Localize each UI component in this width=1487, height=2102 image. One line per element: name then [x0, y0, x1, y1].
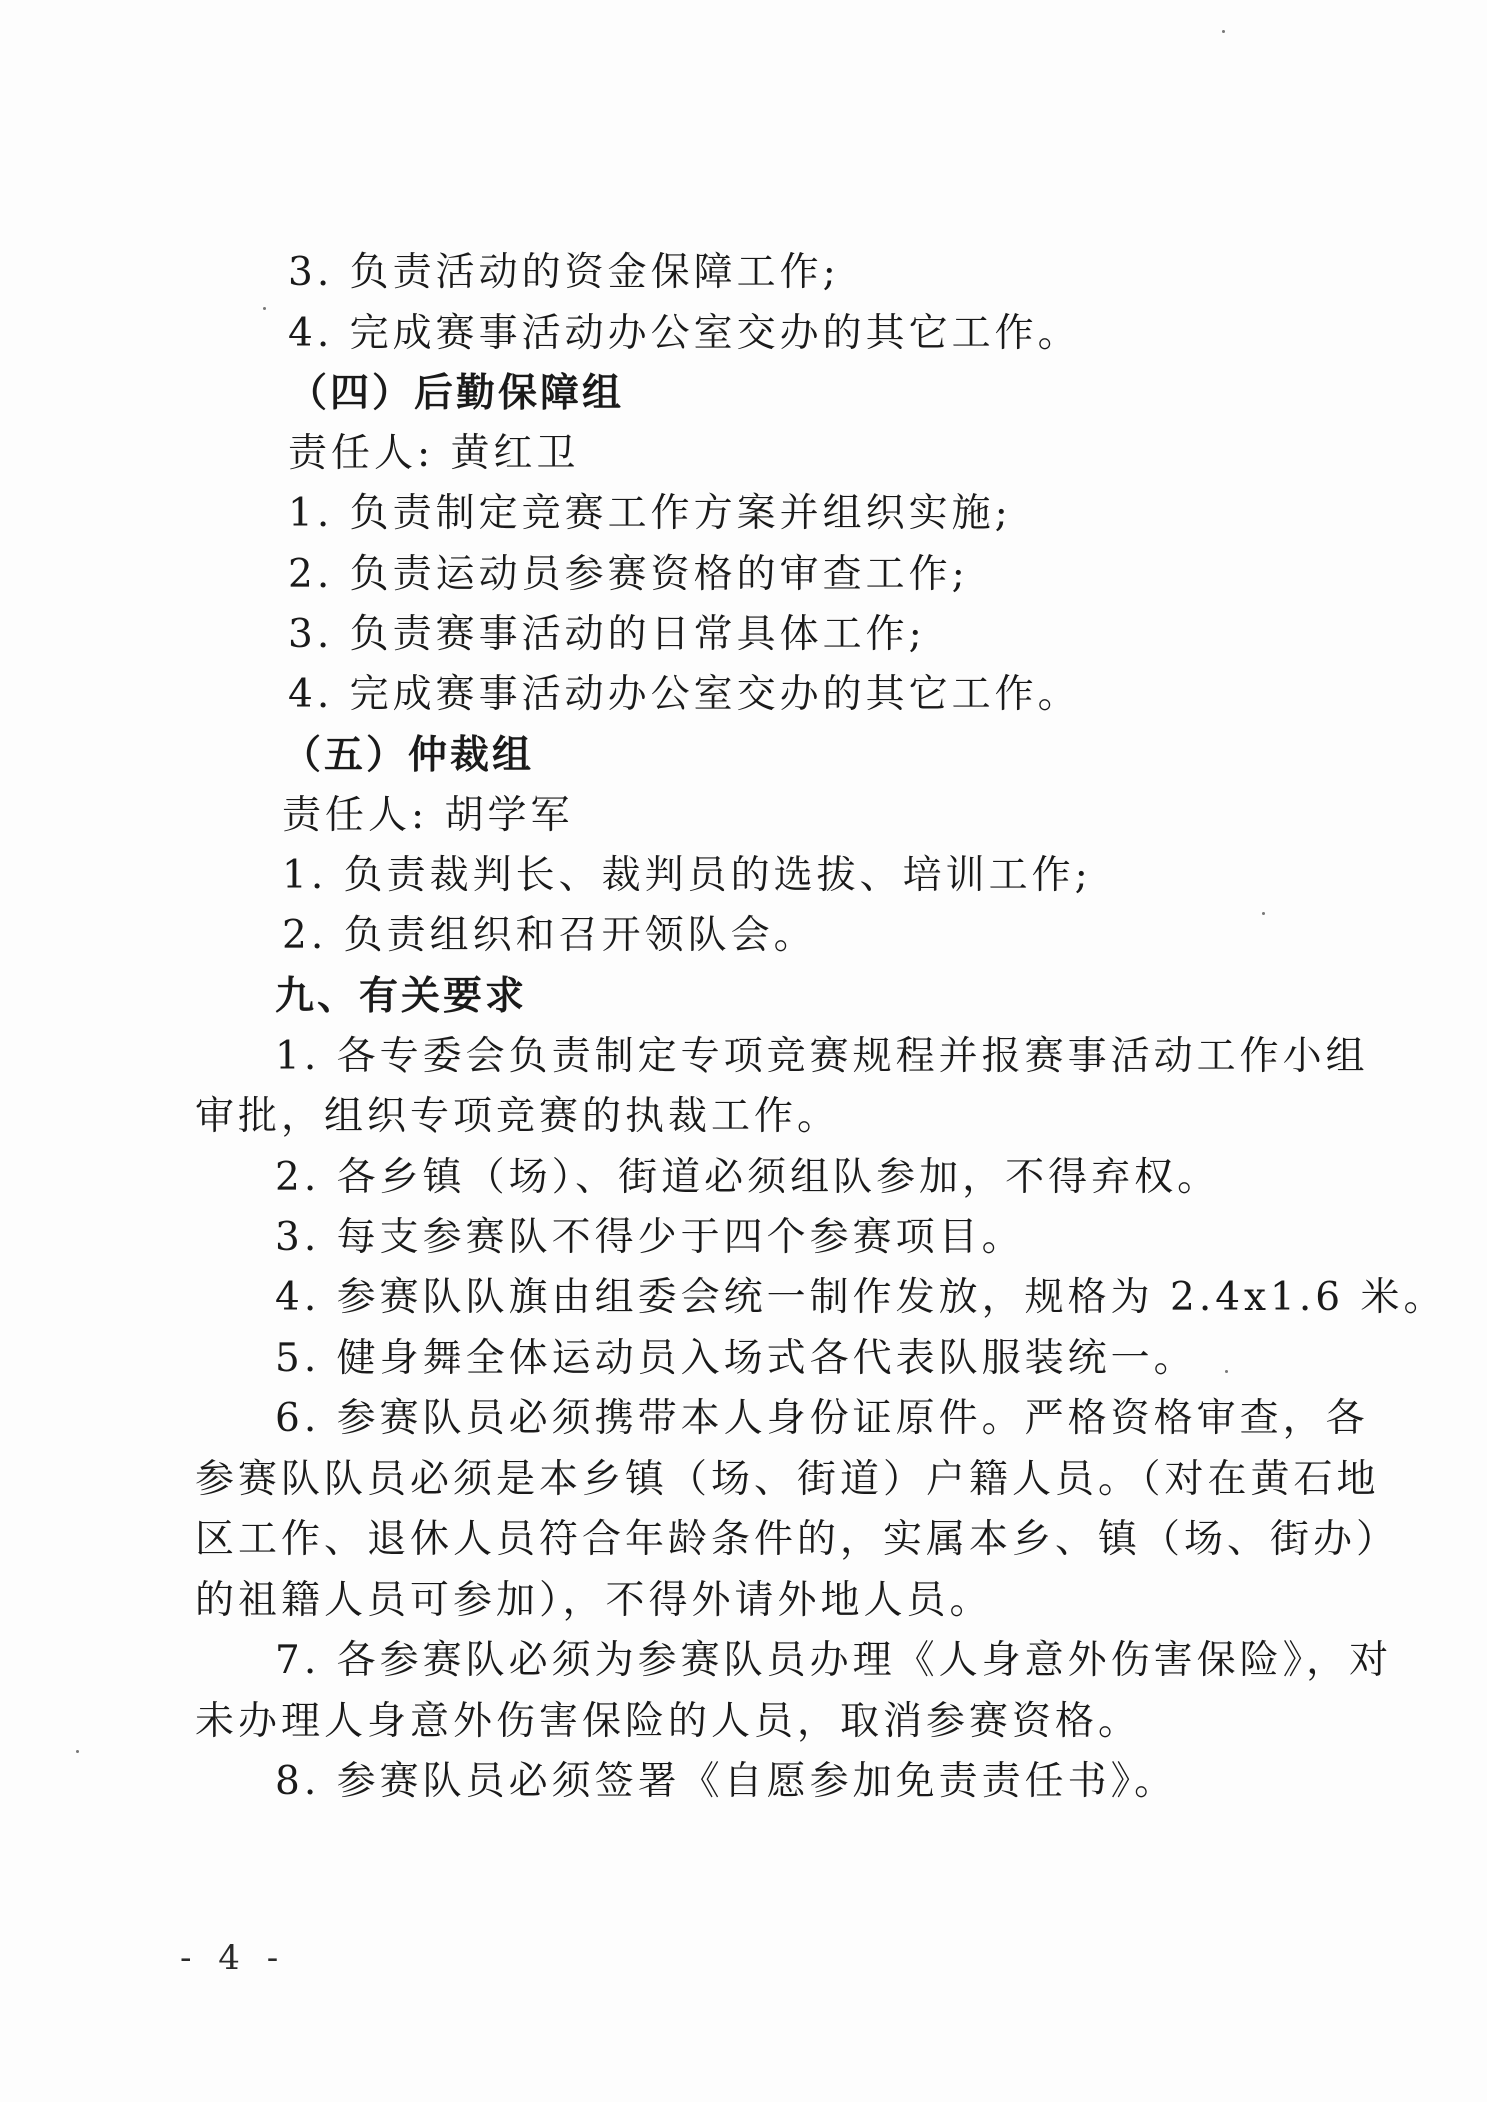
- section5-heading: （五）仲裁组: [282, 732, 535, 778]
- requirement-1-line2: 审批，组织专项竞赛的执裁工作。: [195, 1094, 841, 1139]
- requirements-heading: 九、有关要求: [275, 973, 528, 1019]
- section3-item-4: 4. 完成赛事活动办公室交办的其它工作。: [288, 311, 1081, 356]
- section4-responsible: 责任人: 黄红卫: [288, 431, 580, 476]
- scan-speck: [1225, 1370, 1228, 1373]
- section3-item-3: 3. 负责活动的资金保障工作;: [288, 250, 840, 295]
- section5-responsible: 责任人: 胡学军: [282, 793, 574, 838]
- requirement-2: 2. 各乡镇（场）、街道必须组队参加，不得弃权。: [275, 1155, 1221, 1200]
- requirement-6-line1: 6. 参赛队员必须携带本人身份证原件。严格资格审查，各: [275, 1396, 1369, 1441]
- section5-item-2: 2. 负责组织和召开领队会。: [282, 913, 817, 958]
- section4-item-3: 3. 负责赛事活动的日常具体工作;: [288, 612, 926, 657]
- scan-speck: [1262, 912, 1265, 915]
- requirement-6-line4: 的祖籍人员可参加），不得外请外地人员。: [195, 1578, 993, 1623]
- page-number: - 4 -: [180, 1938, 287, 1978]
- requirement-3: 3. 每支参赛队不得少于四个参赛项目。: [275, 1215, 1025, 1260]
- requirement-4: 4. 参赛队队旗由组委会统一制作发放，规格为 2.4x1.6 米。: [275, 1275, 1447, 1320]
- requirement-1-line1: 1. 各专委会负责制定专项竞赛规程并报赛事活动工作小组: [275, 1034, 1369, 1079]
- section4-item-1: 1. 负责制定竞赛工作方案并组织实施;: [288, 491, 1012, 536]
- scan-speck: [263, 307, 266, 310]
- section4-item-2: 2. 负责运动员参赛资格的审查工作;: [288, 552, 969, 597]
- requirement-7-line2: 未办理人身意外伤害保险的人员，取消参赛资格。: [195, 1699, 1142, 1744]
- requirement-5: 5. 健身舞全体运动员入场式各代表队服装统一。: [275, 1336, 1197, 1381]
- section4-heading: （四）后勤保障组: [288, 370, 625, 416]
- section5-item-1: 1. 负责裁判长、裁判员的选拔、培训工作;: [282, 853, 1092, 898]
- requirement-7-line1: 7. 各参赛队必须为参赛队员办理《人身意外伤害保险》，对: [275, 1638, 1393, 1683]
- requirement-8: 8. 参赛队员必须签署《自愿参加免责责任书》。: [275, 1759, 1178, 1804]
- section4-item-4: 4. 完成赛事活动办公室交办的其它工作。: [288, 672, 1081, 717]
- scan-speck: [76, 1750, 79, 1753]
- scan-speck: [1222, 30, 1225, 33]
- requirement-6-line2: 参赛队队员必须是本乡镇（场、街道）户籍人员。（对在黄石地: [195, 1457, 1380, 1502]
- requirement-6-line3: 区工作、退休人员符合年龄条件的，实属本乡、镇（场、街办）: [195, 1517, 1400, 1562]
